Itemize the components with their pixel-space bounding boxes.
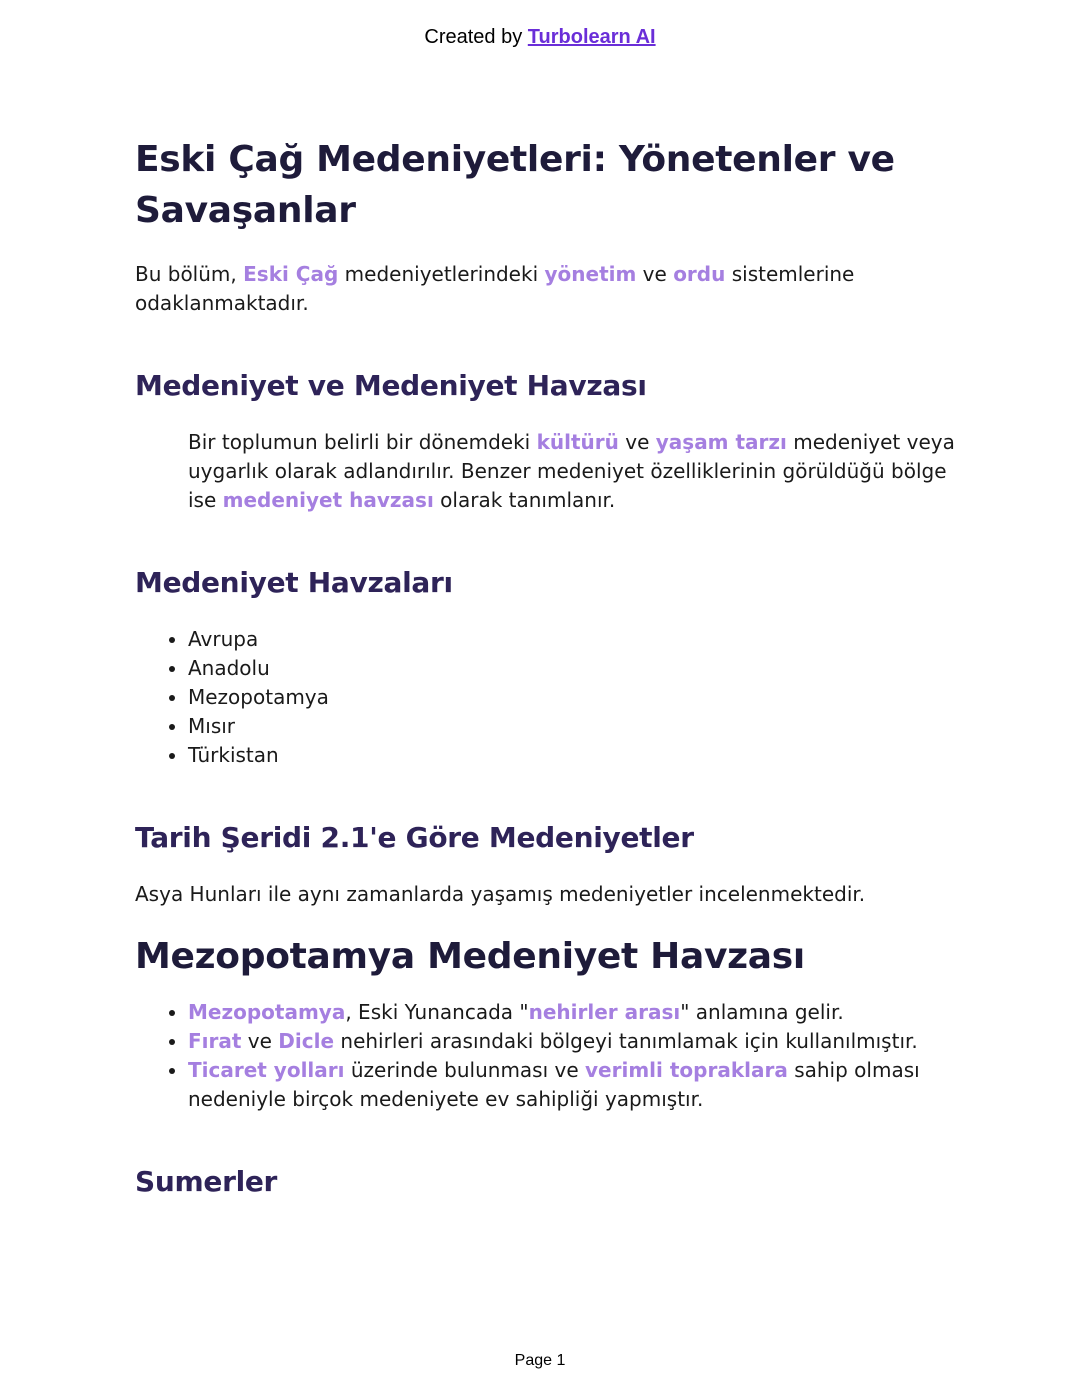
text: sahip olması nedeniyle birçok medeniyete ev sahipliği yapmıştır. — [188, 1058, 920, 1111]
text: ve — [636, 262, 674, 286]
highlight: Fırat — [188, 1029, 242, 1053]
highlight: medeniyet havzası — [222, 488, 434, 512]
text: ve — [241, 1029, 279, 1053]
list-item: • Mezopotamya — [188, 683, 955, 712]
section-title-mezopotamya: Mezopotamya Medeniyet Havzası — [135, 936, 805, 977]
text: ve — [618, 430, 656, 454]
list-item: • Anadolu — [188, 654, 955, 683]
intro-paragraph — [135, 260, 955, 318]
highlight: yaşam tarzı — [655, 430, 787, 454]
list-item — [188, 998, 955, 1027]
section-heading-tarih-seridi: Tarih Şeridi 2.1'e Göre Medeniyetler — [135, 821, 694, 854]
list-item: • Türkistan — [188, 741, 955, 770]
highlight: yönetim — [544, 262, 637, 286]
document-body — [135, 134, 955, 1202]
list-item: • Mısır — [188, 712, 955, 741]
text: Bir toplumun belirli bir dönemdeki — [188, 430, 537, 454]
text: medeniyet veya uygarlık olarak adlandırılır. Benzer medeniyet özelliklerinin görüldüğü bölge ise — [188, 430, 955, 512]
page-title: Eski Çağ Medeniyetleri: Yönetenler ve Savaşanlar — [135, 139, 895, 231]
text: nehirleri arasındaki bölgeyi tanımlamak için kullanılmıştır. — [334, 1029, 918, 1053]
text: olarak tanımlanır. — [433, 488, 616, 512]
highlight: Ticaret yolları — [188, 1058, 345, 1082]
text: üzerinde bulunması ve — [344, 1058, 586, 1082]
credit-label: Created by — [424, 26, 523, 48]
highlight: kültürü — [536, 430, 619, 454]
section-heading-medeniyet: Medeniyet ve Medeniyet Havzası — [135, 369, 647, 402]
tarih-seridi-text: Asya Hunları ile aynı zamanlarda yaşamış medeniyetler incelenmektedir. — [135, 882, 866, 906]
credit-line — [0, 26, 1080, 49]
highlight: Eski Çağ — [243, 262, 339, 286]
highlight: Mezopotamya — [188, 1000, 346, 1024]
havza-list — [135, 625, 955, 770]
text: " anlamına gelir. — [680, 1000, 844, 1024]
list-item: • Avrupa — [188, 625, 955, 654]
page-number: Page 1 — [514, 1352, 566, 1369]
section-heading-havzalar: Medeniyet Havzaları — [135, 566, 453, 599]
highlight: ordu — [673, 262, 726, 286]
text: Bu bölüm, — [135, 262, 244, 286]
highlight: verimli topraklara — [585, 1058, 788, 1082]
list-item — [188, 1056, 955, 1114]
text: sistemlerine odaklanmaktadır. — [135, 262, 855, 315]
text: medeniyetlerindeki — [338, 262, 545, 286]
highlight: Dicle — [278, 1029, 335, 1053]
turbolearn-link[interactable]: Turbolearn AI — [527, 26, 656, 48]
mezopotamya-list — [135, 998, 955, 1114]
text: , Eski Yunancada " — [345, 1000, 529, 1024]
list-item — [188, 1027, 955, 1056]
highlight: nehirler arası — [528, 1000, 681, 1024]
definition-block — [188, 428, 955, 515]
section-heading-sumerler: Sumerler — [135, 1165, 278, 1198]
